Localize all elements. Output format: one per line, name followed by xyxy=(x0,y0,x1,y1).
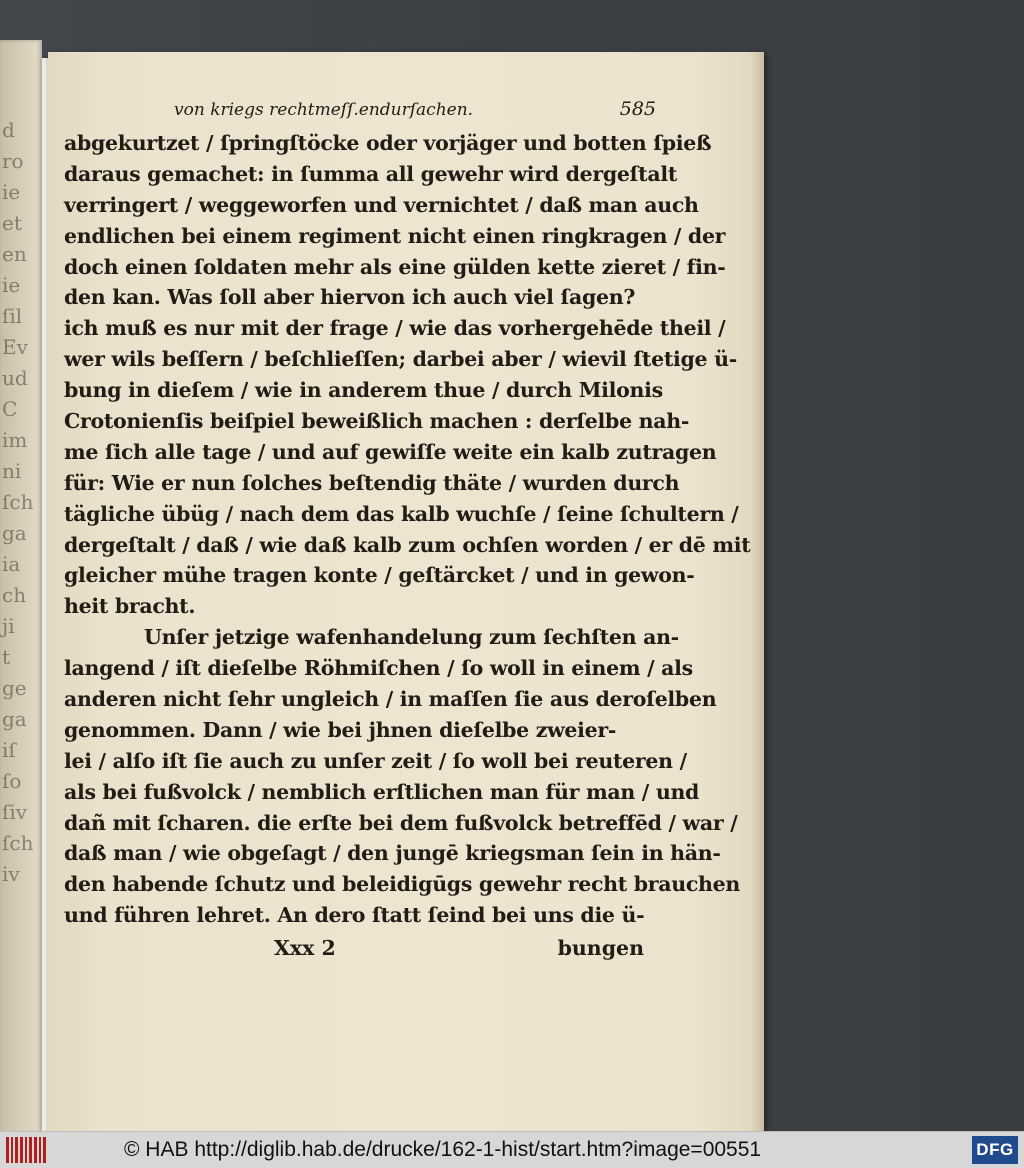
text-line: lei / alſo iſt ſie auch zu unſer zeit / ſo woll bei reuteren / xyxy=(64,748,687,773)
adjacent-page-edge xyxy=(0,40,42,1135)
text-line: den kan. Was ſoll aber hiervon ich auch viel ſagen? xyxy=(64,285,636,310)
adjacent-page-fragment: Ev xyxy=(2,335,28,359)
text-line: langend / iſt dieſelbe Röhmiſchen / ſo woll in einem / als xyxy=(64,656,693,681)
page-text-block xyxy=(64,98,751,965)
text-line: als bei fußvolck / nemblich erſtlichen man für man / und xyxy=(64,779,700,804)
page-number: 585 xyxy=(619,98,656,120)
text-line: den habende ſchutz und beleidigūgs gewehr recht brauchen xyxy=(64,872,741,897)
adjacent-page-fragment: iſ xyxy=(2,738,16,762)
adjacent-page-fragment: ga xyxy=(2,707,27,731)
adjacent-page-fragment: ni xyxy=(2,459,22,483)
dfg-logo: DFG xyxy=(972,1136,1018,1164)
adjacent-page-fragment: t xyxy=(2,645,11,669)
adjacent-page-fragment: ch xyxy=(2,583,27,607)
text-line: Crotonienſis beiſpiel beweißlich machen : derſelbe nah- xyxy=(64,409,690,434)
paragraph-2 xyxy=(64,622,741,931)
text-line: dergeſtalt / daß / wie daß kalb zum ochſen worden / er dē mit xyxy=(64,532,751,557)
text-line: Unſer jetzige wafenhandelung zum ſechſten an- xyxy=(144,625,679,650)
adjacent-page-fragment: ſo xyxy=(2,769,22,793)
text-line: verringert / weggeworfen und vernichtet / daß man auch xyxy=(64,192,699,217)
running-head: von kriegs rechtmeſſ.endurſachen. xyxy=(174,100,474,120)
text-line: ich muß es nur mit der frage / wie das vorhergehēde theil / xyxy=(64,316,726,341)
copyright-link[interactable]: © HAB http://diglib.hab.de/drucke/162-1-hist/start.htm?image=00551 xyxy=(124,1138,762,1161)
adjacent-page-fragment: et xyxy=(2,211,22,235)
adjacent-page-fragment: ga xyxy=(2,521,27,545)
adjacent-page-fragment: ji xyxy=(2,614,15,638)
text-line: anderen nicht ſehr ungleich / in maſſen ſie aus deroſelben xyxy=(64,687,717,712)
book-page xyxy=(48,52,764,1138)
adjacent-page-fragment: ie xyxy=(2,180,21,204)
adjacent-page-fragment: ge xyxy=(2,676,27,700)
adjacent-page-fragment: iv xyxy=(2,862,20,886)
text-line: daß man / wie obgeſagt / den jungē kriegsman ſein in hän- xyxy=(64,841,721,866)
text-line: heit bracht. xyxy=(64,594,196,619)
barcode-logo-icon xyxy=(6,1137,46,1163)
text-line: daraus gemachet: in ſumma all gewehr wird dergeſtalt xyxy=(64,161,677,186)
adjacent-page-fragment: C xyxy=(2,397,18,421)
page-footer-line xyxy=(64,931,644,965)
adjacent-page-fragment: ſch xyxy=(2,490,34,514)
adjacent-page-fragment: d xyxy=(2,118,15,142)
text-line: bung in dieſem / wie in anderem thue / durch Milonis xyxy=(64,378,663,403)
text-line: tägliche übüg / nach dem das kalb wuchſe / ſeine ſchultern / xyxy=(64,501,739,526)
page-header xyxy=(64,98,656,128)
adjacent-page-fragment: ſch xyxy=(2,831,34,855)
page-edge-shadow xyxy=(750,52,764,1138)
paragraph-1 xyxy=(64,128,751,622)
catchword: bungen xyxy=(557,936,644,961)
adjacent-page-fragment: en xyxy=(2,242,27,266)
adjacent-page-fragment: ud xyxy=(2,366,28,390)
signature-mark: Xxx 2 xyxy=(274,936,336,961)
text-line: dañ mit ſcharen. die erſte bei dem fußvolck betreffēd / war / xyxy=(64,810,738,835)
text-line: und führen lehret. An dero ſtatt ſeind bei uns die ü- xyxy=(64,903,645,928)
adjacent-page-fragment: ro xyxy=(2,149,24,173)
text-line: wer wils beſſern / beſchlieſſen; darbei aber / wievil ſtetige ü- xyxy=(64,347,737,372)
adjacent-page-fragment: ſil xyxy=(2,304,23,328)
adjacent-page-fragment: im xyxy=(2,428,28,452)
adjacent-page-fragment: ſiv xyxy=(2,800,28,824)
text-line: genommen. Dann / wie bei jhnen dieſelbe zweier- xyxy=(64,717,617,742)
text-line: endlichen bei einem regiment nicht einen ringkragen / der xyxy=(64,223,726,248)
text-line: abgekurtzet / ſpringſtöcke oder vorjäger und botten ſpieß xyxy=(64,131,712,155)
text-line: gleicher mühe tragen konte / geſtärcket / und in gewon- xyxy=(64,563,695,588)
footer-bar xyxy=(0,1131,1024,1168)
text-line: doch einen ſoldaten mehr als eine gülden kette zieret / fin- xyxy=(64,254,726,279)
text-line: für: Wie er nun ſolches beſtendig thäte / wurden durch xyxy=(64,470,680,495)
adjacent-page-fragment: ie xyxy=(2,273,21,297)
adjacent-page-fragment: ia xyxy=(2,552,21,576)
text-line: me ſich alle tage / und auf gewiſſe weite ein kalb zutragen xyxy=(64,439,717,464)
